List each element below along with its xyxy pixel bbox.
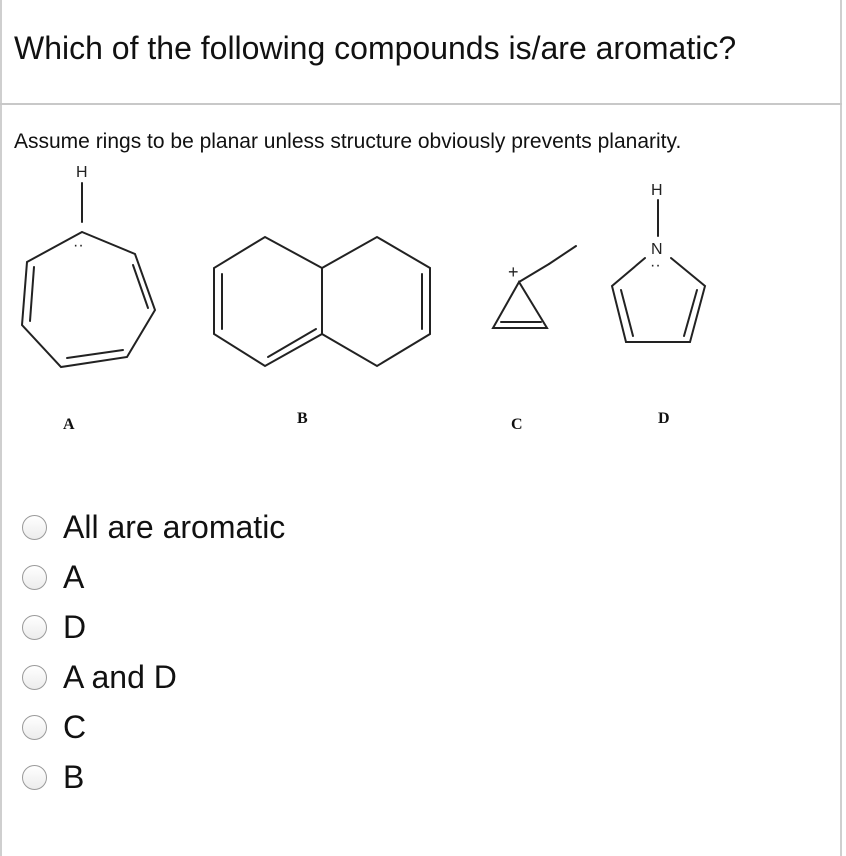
structure-a-double-bond-3 bbox=[30, 267, 34, 321]
radio-button[interactable] bbox=[22, 615, 47, 640]
option-c[interactable] bbox=[22, 702, 285, 752]
option-label: D bbox=[63, 609, 87, 645]
structure-d-n-label: N bbox=[651, 241, 663, 258]
option-a-and-d[interactable] bbox=[22, 652, 285, 702]
option-label: All are aromatic bbox=[63, 509, 286, 545]
radio-button[interactable] bbox=[22, 565, 47, 590]
option-all-aromatic[interactable] bbox=[22, 502, 285, 552]
structure-b-double-bond-2 bbox=[268, 329, 316, 357]
structure-d-h-label: H bbox=[651, 182, 663, 199]
structure-d-label: D bbox=[658, 410, 670, 427]
option-a[interactable] bbox=[22, 552, 285, 602]
structure-a bbox=[22, 183, 155, 367]
structure-c-substituent-2 bbox=[549, 246, 576, 264]
answer-options bbox=[22, 502, 285, 802]
option-label: B bbox=[63, 759, 85, 795]
radio-button[interactable] bbox=[22, 765, 47, 790]
structure-c-charge: + bbox=[508, 262, 519, 282]
option-label: A and D bbox=[63, 659, 177, 695]
structure-c-substituent bbox=[519, 264, 549, 282]
structure-a-label: A bbox=[63, 416, 75, 433]
structure-c bbox=[493, 246, 576, 328]
option-b[interactable] bbox=[22, 752, 285, 802]
structure-d-double-bond-2 bbox=[684, 290, 697, 336]
structure-b bbox=[214, 237, 430, 366]
structure-a-lone-pair: ·· bbox=[73, 237, 84, 254]
question-instruction: Assume rings to be planar unless structure obviously prevents planarity. bbox=[14, 130, 682, 153]
structure-a-h-label: H bbox=[76, 164, 88, 181]
structure-d-lone-pair: ·· bbox=[650, 257, 661, 274]
radio-button[interactable] bbox=[22, 515, 47, 540]
radio-button[interactable] bbox=[22, 665, 47, 690]
structure-b-ring-right bbox=[322, 237, 430, 366]
structure-c-label: C bbox=[511, 416, 523, 433]
divider bbox=[0, 103, 842, 105]
structure-a-ring bbox=[22, 232, 155, 367]
structure-b-ring-left bbox=[214, 237, 322, 366]
option-label: C bbox=[63, 709, 87, 745]
structure-a-double-bond-2 bbox=[67, 350, 123, 358]
radio-button[interactable] bbox=[22, 715, 47, 740]
question-title: Which of the following compounds is/are aromatic? bbox=[14, 30, 737, 66]
option-d[interactable] bbox=[22, 602, 285, 652]
option-label: A bbox=[63, 559, 85, 595]
structures-figure bbox=[0, 150, 842, 450]
structure-b-label: B bbox=[297, 410, 308, 427]
